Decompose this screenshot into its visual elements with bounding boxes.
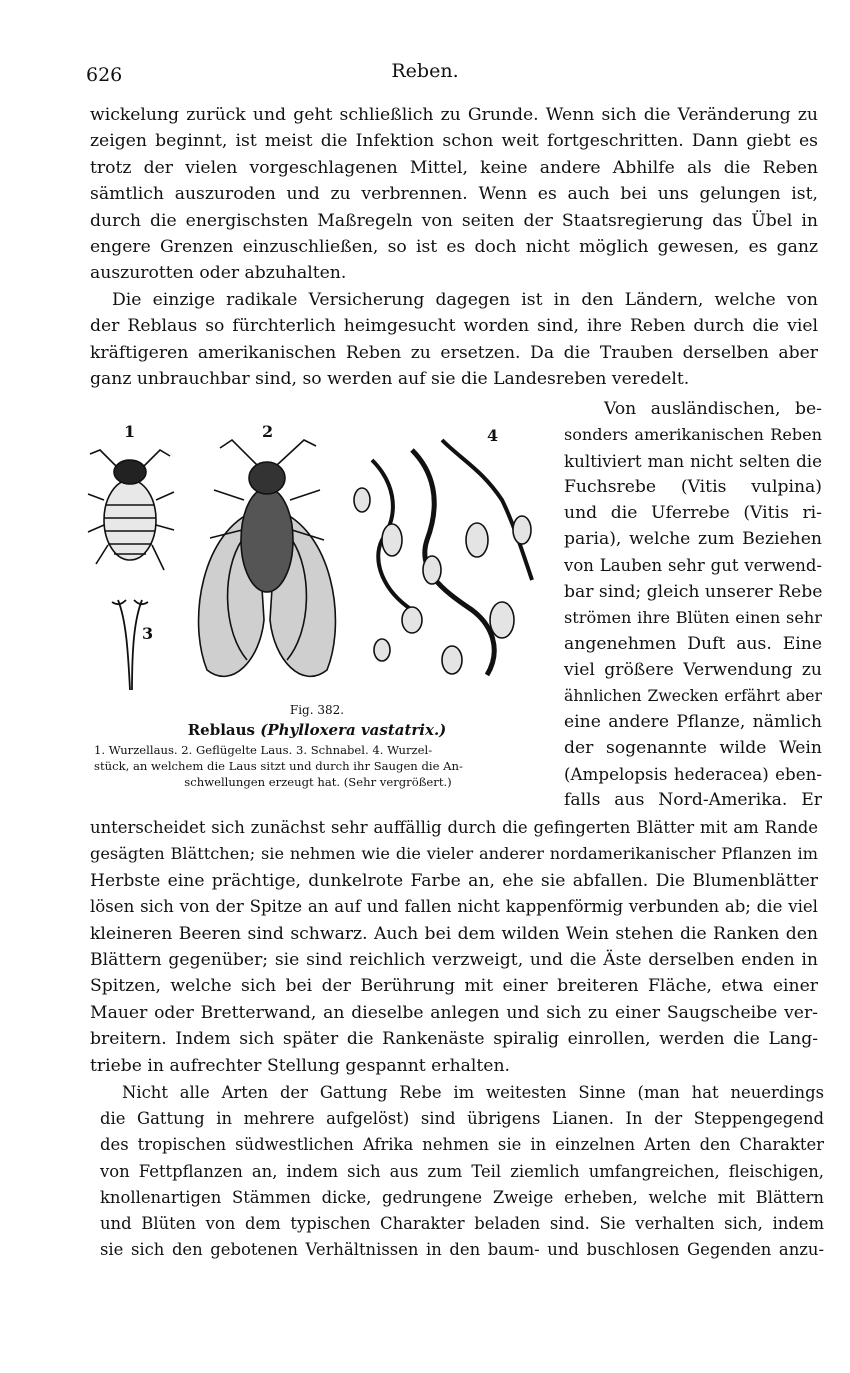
text-line: und Blüten von dem typischen Charakter beladen sind. Sie verhalten sich, indem xyxy=(100,1214,824,1234)
text-block-top xyxy=(90,102,818,392)
text-line: zeigen beginnt, ist meist die Infektion schon weit fortgeschritten. Dann giebt es xyxy=(90,131,818,152)
root-piece-drawing xyxy=(354,440,532,675)
text-line: viel größere Verwendung zu xyxy=(564,659,822,680)
text-line: Fuchsrebe (Vitis vulpina) xyxy=(564,477,822,498)
text-line: angenehmen Duft aus. Eine xyxy=(564,633,822,654)
figure-number-4: 4 xyxy=(487,426,499,445)
text-line: von Lauben sehr gut verwend- xyxy=(564,555,822,575)
text-line: triebe in aufrechter Stellung gespannt erhalten. xyxy=(90,1055,510,1076)
figure-number-3: 3 xyxy=(142,624,154,643)
text-line: des tropischen südwestlichen Afrika nehmen sie in einzelnen Arten den Charakter xyxy=(100,1135,824,1155)
text-line: sonders amerikanischen Reben xyxy=(564,425,822,445)
beak-drawing xyxy=(112,600,148,690)
text-line: Herbste eine prächtige, dunkelrote Farbe an, ehe sie abfallen. Die Blumenblätter xyxy=(90,870,818,891)
text-line: kleineren Beeren sind schwarz. Auch bei dem wilden Wein stehen die Ranken den xyxy=(90,923,818,944)
text-line: paria), welche zum Beziehen xyxy=(564,529,822,550)
text-line: strömen ihre Blüten einen sehr xyxy=(564,607,822,627)
text-block-bottom xyxy=(90,815,818,1079)
figure-382 xyxy=(82,420,552,810)
text-line: von Fettpflanzen an, indem sich aus zum Teil ziemlich umfangreichen, fleischigen, xyxy=(100,1161,824,1181)
text-block-right xyxy=(564,396,822,814)
text-line: und die Uferrebe (Vitis ri- xyxy=(564,503,822,524)
text-line: der Reblaus so fürchterlich heimgesucht worden sind, ihre Reben durch die viel xyxy=(90,316,818,337)
text-line: lösen sich von der Spitze an auf und fallen nicht kappenförmig verbunden ab; die viel xyxy=(90,897,818,917)
text-line: Blättern gegenüber; sie sind reichlich verzweigt, und die Äste derselben enden in xyxy=(90,950,818,971)
phylloxera-illustration xyxy=(82,420,552,700)
caption-line: 1. Wurzellaus. 2. Geflügelte Laus. 3. Schnabel. 4. Wurzel- xyxy=(94,743,433,757)
text-line: auszurotten oder abzuhalten. xyxy=(90,263,347,284)
text-line: Mauer oder Bretterwand, an dieselbe anlegen und sich zu einer Saugscheibe ver- xyxy=(90,1002,818,1023)
winged-louse-drawing xyxy=(199,440,336,676)
text-line: (Ampelopsis hederacea) eben- xyxy=(564,764,822,785)
root-louse-drawing xyxy=(88,450,174,570)
text-line: falls aus Nord-Amerika. Er xyxy=(564,790,822,811)
figure-number-1: 1 xyxy=(124,422,136,441)
text-line: der sogenannte wilde Wein xyxy=(564,738,822,759)
figure-title-species: (Phylloxera vastatrix.) xyxy=(260,721,447,739)
running-head: Reben. xyxy=(391,60,459,82)
caption-line: schwellungen erzeugt hat. (Sehr vergrößert.) xyxy=(184,775,452,789)
page-number: 626 xyxy=(86,64,123,86)
text-line: sie sich den gebotenen Verhältnissen in den baum- und buschlosen Gegenden anzu- xyxy=(100,1240,824,1260)
text-line: kultiviert man nicht selten die xyxy=(564,451,822,472)
text-line: ganz unbrauchbar sind, so werden auf sie die Landesreben veredelt. xyxy=(90,369,690,390)
figure-title-text: Reblaus xyxy=(187,721,261,739)
figure-title xyxy=(82,721,552,739)
text-line: Nicht alle Arten der Gattung Rebe im weitesten Sinne (man hat neuerdings xyxy=(122,1083,824,1102)
text-line: Die einzige radikale Versicherung dagegen ist in den Ländern, welche von xyxy=(112,289,818,310)
text-line: Spitzen, welche sich bei der Berührung mit einer breiteren Fläche, etwa einer xyxy=(90,976,818,997)
text-line: trotz der vielen vorgeschlagenen Mittel, keine andere Abhilfe als die Reben xyxy=(90,157,818,178)
text-line: gesägten Blättchen; sie nehmen wie die vieler anderer nordamerikanischer Pflanzen im xyxy=(90,844,818,864)
text-line: kräftigeren amerikanischen Reben zu ersetzen. Da die Trauben derselben aber xyxy=(90,342,818,363)
figure-number-2: 2 xyxy=(262,422,274,441)
text-line: bar sind; gleich unserer Rebe xyxy=(564,581,823,602)
text-line: breitern. Indem sich später die Rankenäste spiralig einrollen, werden die Lang- xyxy=(90,1029,818,1050)
text-line: unterscheidet sich zunächst sehr auffällig durch die gefingerten Blätter mit am Rande xyxy=(90,818,818,837)
text-line: ähnlichen Zwecken erfährt aber xyxy=(564,686,822,706)
text-line: eine andere Pflanze, nämlich xyxy=(564,712,822,733)
figure-label: Fig. 382. xyxy=(289,703,345,717)
text-line: durch die energischsten Maßregeln von seiten der Staatsregierung das Übel in xyxy=(90,210,818,231)
text-line: die Gattung in mehrere aufgelöst) sind übrigens Lianen. In der Steppengegend xyxy=(100,1109,824,1129)
caption-line: stück, an welchem die Laus sitzt und durch ihr Saugen die An- xyxy=(94,759,463,773)
text-line: knollenartigen Stämmen dicke, gedrungene Zweige erheben, welche mit Blättern xyxy=(100,1187,824,1207)
figure-caption xyxy=(94,742,542,790)
text-line: wickelung zurück und geht schließlich zu Grunde. Wenn sich die Veränderung zu xyxy=(90,105,818,125)
text-line: sämtlich auszuroden und zu verbrennen. Wenn es auch bei uns gelungen ist, xyxy=(90,184,818,205)
text-line: Von ausländischen, be- xyxy=(604,399,822,419)
text-block-final xyxy=(100,1080,824,1263)
text-line: engere Grenzen einzuschließen, so ist es doch nicht möglich gewesen, es ganz xyxy=(90,237,818,258)
